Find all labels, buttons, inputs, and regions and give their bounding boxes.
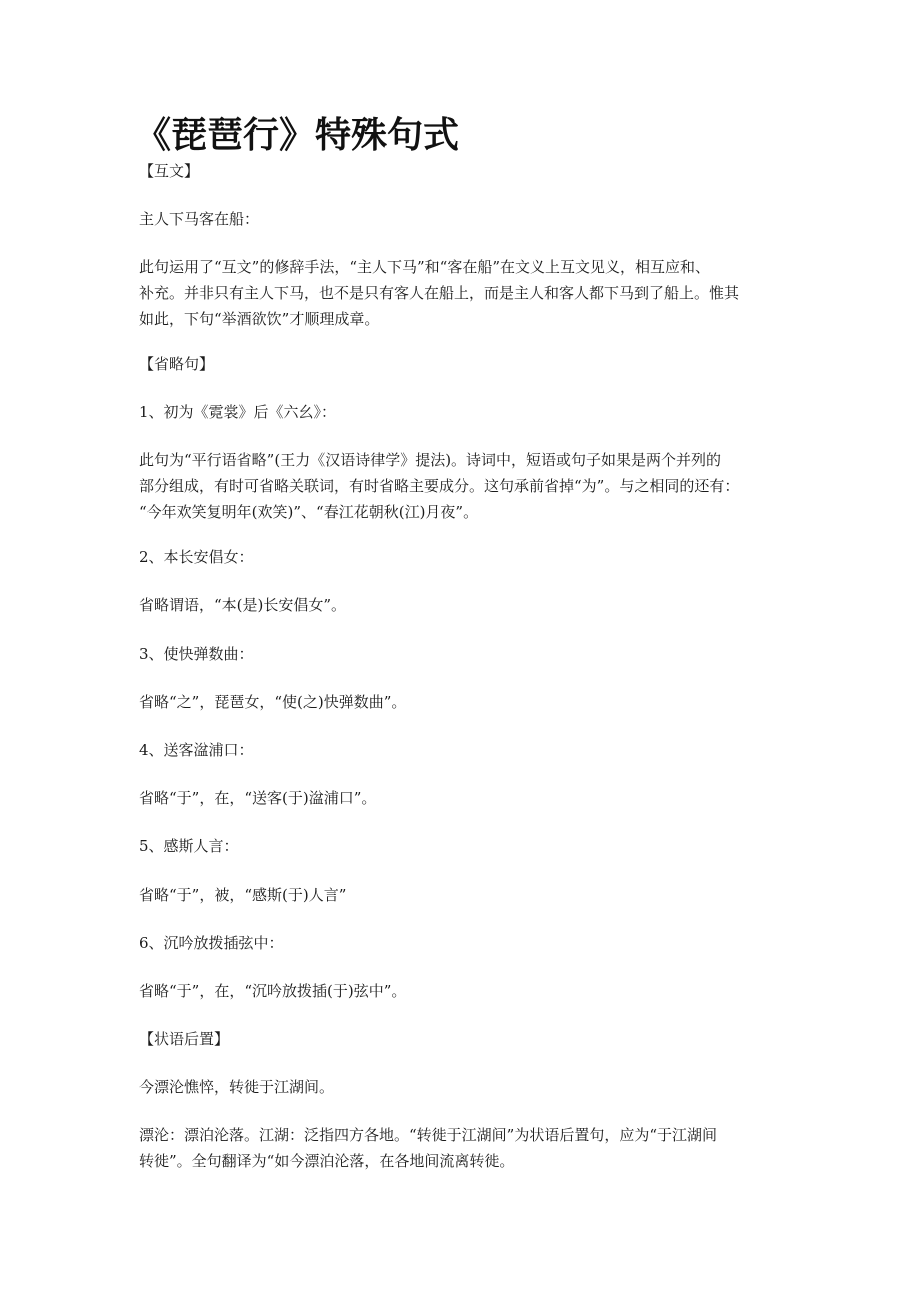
shenglue-item-4-explanation: 省略“于”，在，“送客(于)湓浦口”。: [139, 789, 377, 807]
shenglue-item-1-explanation: [139, 447, 789, 525]
section-heading-huwen: 【互文】: [139, 162, 200, 180]
zhuangyu-sentence: 今漂沦憔悴，转徙于江湖间。: [139, 1078, 335, 1096]
section-heading-shenglue: 【省略句】: [139, 355, 215, 373]
paragraph-line: “今年欢笑复明年(欢笑)”、“春江花朝秋(江)月夜”。: [139, 503, 479, 521]
shenglue-item-3-sentence: 3、使快弹数曲：: [139, 645, 254, 663]
paragraph-line: 此句为“平行语省略”(王力《汉语诗律学》提法)。诗词中，短语或句子如果是两个并列的: [139, 451, 722, 469]
document-title: 《琵琶行》特殊句式: [135, 115, 460, 156]
shenglue-item-6-explanation: 省略“于”，在，“沉吟放拨插(于)弦中”。: [139, 982, 407, 1000]
paragraph-line: 补充。并非只有主人下马，也不是只有客人在船上，而是主人和客人都下马到了船上。惟其: [139, 284, 740, 302]
paragraph-line: 如此，下句“举酒欲饮”才顺理成章。: [139, 310, 380, 328]
shenglue-item-3-explanation: 省略“之”，琵琶女，“使(之)快弹数曲”。: [139, 693, 407, 711]
section-heading-zhuangyu: 【状语后置】: [139, 1030, 230, 1048]
paragraph-line: 转徙”。全句翻译为“如今漂泊沦落，在各地间流离转徙。: [139, 1152, 515, 1170]
paragraph-line: 部分组成，有时可省略关联词，有时省略主要成分。这句承前省掉“为”。与之相同的还有：: [139, 477, 740, 495]
shenglue-item-2-sentence: 2、本长安倡女：: [139, 548, 254, 566]
shenglue-item-4-sentence: 4、送客湓浦口：: [139, 741, 254, 759]
paragraph-line: 漂沦：漂泊沦落。江湖：泛指四方各地。“转徙于江湖间”为状语后置句，应为“于江湖间: [139, 1126, 718, 1144]
huwen-sentence: 主人下马客在船：: [139, 210, 260, 228]
shenglue-item-1-sentence: 1、初为《霓裳》后《六幺》：: [139, 403, 337, 421]
huwen-explanation: [139, 254, 789, 332]
shenglue-item-2-explanation: 省略谓语，“本(是)长安倡女”。: [139, 596, 347, 614]
zhuangyu-explanation: [139, 1122, 789, 1174]
shenglue-item-5-sentence: 5、感斯人言：: [139, 837, 239, 855]
shenglue-item-5-explanation: 省略“于”，被，“感斯(于)人言”: [139, 886, 347, 904]
shenglue-item-6-sentence: 6、沉吟放拨插弦中：: [139, 934, 284, 952]
paragraph-line: 此句运用了“互文”的修辞手法，“主人下马”和“客在船”在文义上互文见义，相互应和、: [139, 258, 711, 276]
